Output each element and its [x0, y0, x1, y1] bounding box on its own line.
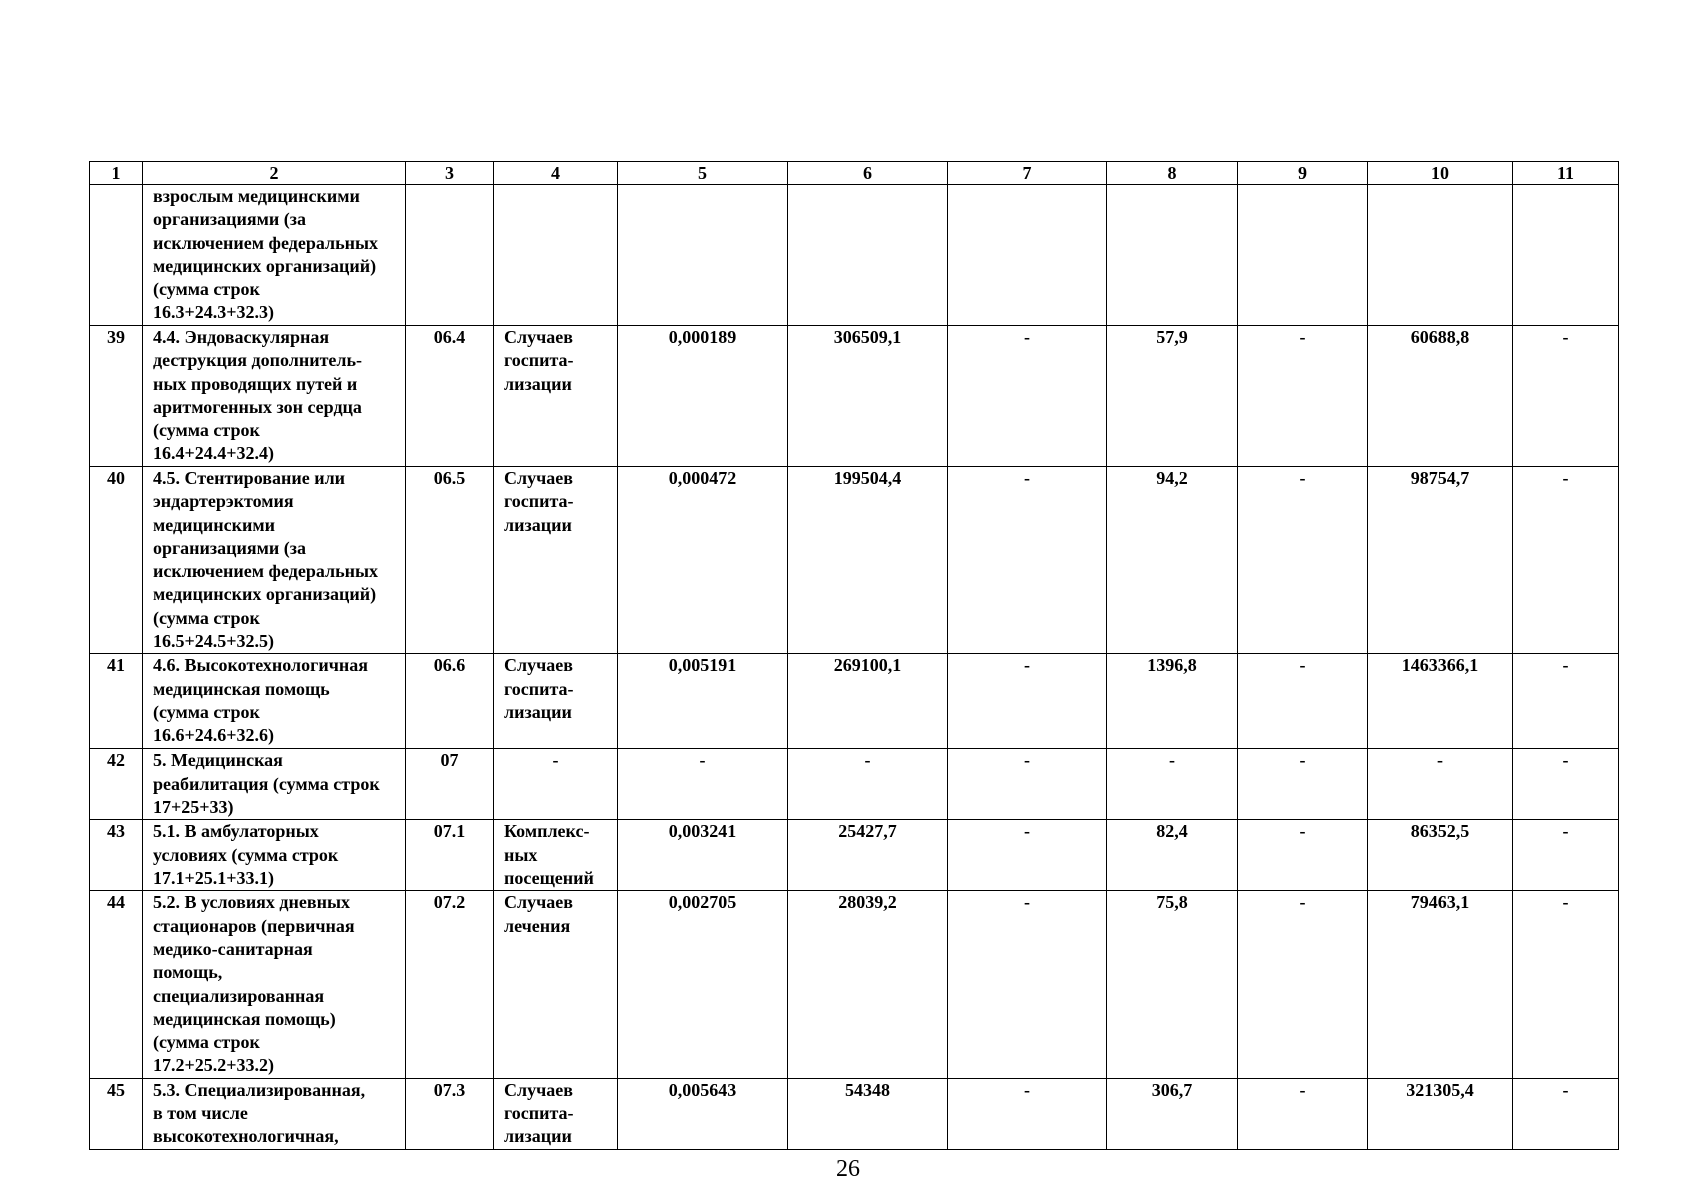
value-cell: 57,9: [1107, 326, 1238, 467]
row-number-cell: 39: [90, 326, 143, 467]
value-cell: 75,8: [1107, 891, 1238, 1078]
cell-line: исключением федеральных: [153, 232, 379, 253]
value-cell: [1513, 185, 1619, 326]
table-row: [90, 326, 1619, 467]
value-cell: -: [618, 749, 788, 820]
cell-line: исключением федеральных: [153, 561, 379, 582]
cell-line: 4.4. Эндоваскулярная: [153, 327, 330, 347]
value-cell: 0,002705: [618, 891, 788, 1078]
header-cell: 6: [788, 162, 948, 185]
value-cell: -: [1513, 891, 1619, 1078]
table-row: [90, 749, 1619, 820]
cell-line: лизации: [504, 701, 572, 722]
row-number-cell: [90, 185, 143, 326]
data-table: [89, 161, 1619, 1150]
value-cell: [1368, 185, 1513, 326]
row-number-cell: 40: [90, 467, 143, 654]
value-cell: 269100,1: [788, 654, 948, 749]
row-number-cell: 41: [90, 654, 143, 749]
value-cell: 306509,1: [788, 326, 948, 467]
value-cell: 0,005191: [618, 654, 788, 749]
cell-line: госпита-: [504, 491, 574, 512]
cell-line: взрослым медицинскими: [153, 186, 360, 206]
value-cell: -: [1238, 654, 1368, 749]
cell-line: 4.6. Высокотехнологичная: [153, 655, 368, 676]
header-cell: 2: [143, 162, 406, 185]
cell-line: лизации: [504, 514, 572, 535]
header-cell: 4: [494, 162, 618, 185]
cell-line: медицинскими: [153, 514, 275, 535]
value-cell: 199504,4: [788, 467, 948, 654]
value-cell: 54348: [788, 1078, 948, 1149]
page-number: 26: [836, 1156, 860, 1182]
row-number-cell: 45: [90, 1078, 143, 1149]
cell-line: 16.6+24.6+32.6): [153, 725, 275, 746]
value-cell: -: [1238, 467, 1368, 654]
cell-line: лечения: [504, 915, 571, 936]
header-cell: 3: [406, 162, 494, 185]
indicator-name-cell: [143, 749, 406, 820]
header-cell: 11: [1513, 162, 1619, 185]
value-cell: 79463,1: [1368, 891, 1513, 1078]
value-cell: -: [1238, 1078, 1368, 1149]
row-number-cell: 44: [90, 891, 143, 1078]
value-cell: 0,000472: [618, 467, 788, 654]
cell-line: Случаев: [504, 1079, 573, 1100]
cell-line: 17+25+33): [153, 796, 234, 817]
indicator-name-cell: [143, 654, 406, 749]
value-cell: -: [948, 749, 1107, 820]
value-cell: 306,7: [1107, 1078, 1238, 1149]
cell-line: госпита-: [504, 350, 574, 371]
cell-line: ных проводящих путей и: [153, 373, 358, 394]
cell-line: высокотехнологичная,: [153, 1126, 339, 1147]
cell-line: 16.5+24.5+32.5): [153, 631, 275, 652]
value-cell: 82,4: [1107, 820, 1238, 891]
cell-line: (сумма строк: [153, 420, 260, 441]
value-cell: 1463366,1: [1368, 654, 1513, 749]
value-cell: 25427,7: [788, 820, 948, 891]
cell-line: 5. Медицинская: [153, 750, 283, 771]
cell-line: госпита-: [504, 678, 574, 699]
value-cell: [788, 185, 948, 326]
cell-line: Случаев: [504, 468, 573, 488]
cell-line: деструкция дополнитель-: [153, 350, 363, 371]
cell-line: 16.4+24.4+32.4): [153, 443, 275, 464]
value-cell: -: [1238, 749, 1368, 820]
value-cell: -: [948, 654, 1107, 749]
cell-line: 5.2. В условиях дневных: [153, 892, 351, 913]
table-row: [90, 654, 1619, 749]
cell-line: 5.3. Специализированная,: [153, 1079, 366, 1100]
cell-line: стационаров (первичная: [153, 915, 355, 936]
value-cell: -: [948, 820, 1107, 891]
cell-line: 17.1+25.1+33.1): [153, 867, 275, 888]
value-cell: -: [948, 1078, 1107, 1149]
value-cell: 28039,2: [788, 891, 948, 1078]
cell-line: реабилитация (сумма строк: [153, 773, 380, 794]
table-row: [90, 467, 1619, 654]
value-cell: 98754,7: [1368, 467, 1513, 654]
unit-cell: [494, 467, 618, 654]
indicator-name-cell: [143, 185, 406, 326]
value-cell: 321305,4: [1368, 1078, 1513, 1149]
cell-line: медицинских организаций): [153, 584, 377, 605]
table-row: [90, 820, 1619, 891]
value-cell: [1238, 185, 1368, 326]
value-cell: [1107, 185, 1238, 326]
value-cell: -: [1513, 326, 1619, 467]
cell-line: медицинских организаций): [153, 255, 377, 276]
cell-line: 5.1. В амбулаторных: [153, 821, 319, 842]
header-cell: 7: [948, 162, 1107, 185]
cell-line: лизации: [504, 1126, 572, 1147]
value-cell: 1396,8: [1107, 654, 1238, 749]
value-cell: [618, 185, 788, 326]
row-code-cell: 07.1: [406, 820, 494, 891]
value-cell: -: [948, 891, 1107, 1078]
value-cell: 94,2: [1107, 467, 1238, 654]
cell-line: медицинская помощь): [153, 1008, 336, 1029]
cell-line: лизации: [504, 373, 572, 394]
header-cell: 8: [1107, 162, 1238, 185]
row-code-cell: 07: [406, 749, 494, 820]
cell-line: медико-санитарная: [153, 938, 313, 959]
cell-line: госпита-: [504, 1103, 574, 1124]
value-cell: 60688,8: [1368, 326, 1513, 467]
table-body: [90, 162, 1619, 1150]
header-cell: 9: [1238, 162, 1368, 185]
value-cell: 0,005643: [618, 1078, 788, 1149]
indicator-name-cell: [143, 467, 406, 654]
cell-line: (сумма строк: [153, 701, 260, 722]
indicator-name-cell: [143, 891, 406, 1078]
value-cell: 0,003241: [618, 820, 788, 891]
row-code-cell: 06.6: [406, 654, 494, 749]
cell-line: (сумма строк: [153, 279, 260, 300]
value-cell: -: [788, 749, 948, 820]
cell-line: специализированная: [153, 985, 325, 1006]
row-code-cell: [406, 185, 494, 326]
value-cell: [948, 185, 1107, 326]
value-cell: -: [1513, 654, 1619, 749]
cell-line: (сумма строк: [153, 607, 260, 628]
row-number-cell: 42: [90, 749, 143, 820]
header-cell: 10: [1368, 162, 1513, 185]
cell-line: 4.5. Стентирование или: [153, 468, 346, 488]
value-cell: -: [1238, 820, 1368, 891]
value-cell: -: [1238, 326, 1368, 467]
cell-line: 17.2+25.2+33.2): [153, 1055, 275, 1076]
cell-line: Комплекс-: [504, 821, 590, 842]
unit-cell: [494, 1078, 618, 1149]
cell-line: Случаев: [504, 327, 573, 347]
cell-line: медицинская помощь: [153, 678, 330, 699]
cell-line: ных: [504, 844, 538, 865]
row-code-cell: 07.2: [406, 891, 494, 1078]
value-cell: -: [1107, 749, 1238, 820]
value-cell: -: [1513, 467, 1619, 654]
value-cell: -: [1238, 891, 1368, 1078]
row-code-cell: 06.5: [406, 467, 494, 654]
cell-line: организациями (за: [153, 209, 306, 230]
value-cell: 86352,5: [1368, 820, 1513, 891]
cell-line: условиях (сумма строк: [153, 844, 339, 865]
header-row: [90, 162, 1619, 185]
cell-line: эндартерэктомия: [153, 491, 294, 512]
header-cell: 1: [90, 162, 143, 185]
table-row: [90, 891, 1619, 1078]
unit-cell: [494, 820, 618, 891]
table-row: [90, 185, 1619, 326]
cell-line: посещений: [504, 867, 594, 888]
row-number-cell: 43: [90, 820, 143, 891]
cell-line: организациями (за: [153, 537, 306, 558]
value-cell: -: [1513, 1078, 1619, 1149]
indicator-name-cell: [143, 326, 406, 467]
value-cell: -: [1368, 749, 1513, 820]
header-cell: 5: [618, 162, 788, 185]
row-code-cell: 06.4: [406, 326, 494, 467]
cell-line: Случаев: [504, 655, 573, 676]
value-cell: -: [1513, 749, 1619, 820]
unit-cell: [494, 654, 618, 749]
value-cell: -: [948, 326, 1107, 467]
value-cell: -: [1513, 820, 1619, 891]
cell-line: помощь,: [153, 962, 223, 983]
value-cell: 0,000189: [618, 326, 788, 467]
indicator-name-cell: [143, 820, 406, 891]
table-row: [90, 1078, 1619, 1149]
unit-cell: -: [494, 749, 618, 820]
cell-line: 16.3+24.3+32.3): [153, 302, 275, 323]
row-code-cell: 07.3: [406, 1078, 494, 1149]
value-cell: -: [948, 467, 1107, 654]
cell-line: в том числе: [153, 1103, 248, 1124]
unit-cell: [494, 326, 618, 467]
cell-line: Случаев: [504, 892, 573, 913]
indicator-name-cell: [143, 1078, 406, 1149]
cell-line: (сумма строк: [153, 1032, 260, 1053]
unit-cell: [494, 185, 618, 326]
unit-cell: [494, 891, 618, 1078]
cell-line: аритмогенных зон сердца: [153, 396, 362, 417]
